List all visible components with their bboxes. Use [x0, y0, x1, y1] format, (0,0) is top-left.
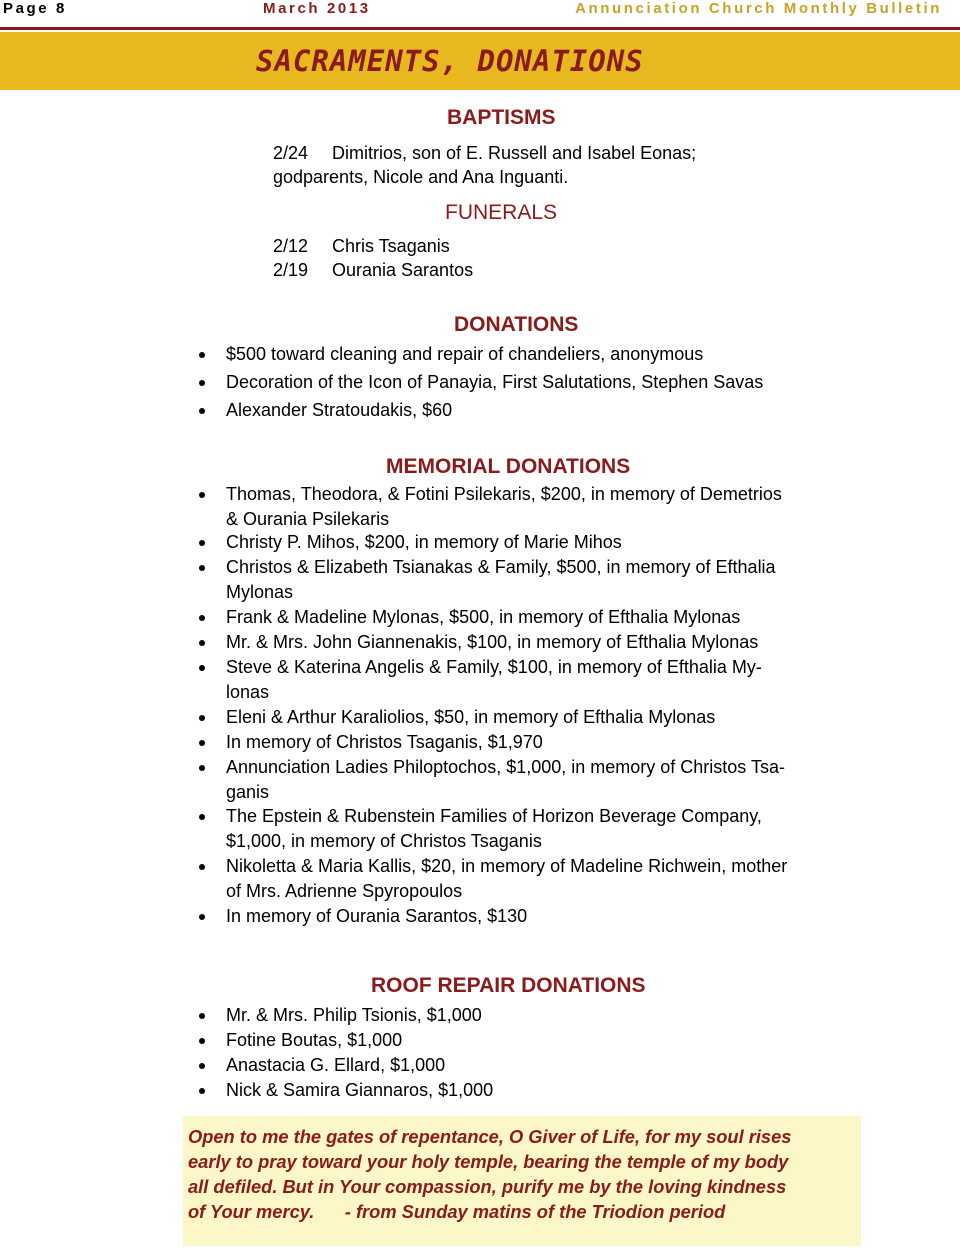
prayer-line: all defiled. But in Your compassion, purify me by the loving kindness: [188, 1176, 787, 1197]
item-line: Mr. & Mrs. John Giannenakis, $100, in memory of Efthalia Mylonas: [226, 632, 759, 652]
roof-heading: ROOF REPAIR DONATIONS: [371, 974, 646, 997]
item-line-cont: ganis: [226, 782, 270, 802]
item-line: Thomas, Theodora, & Fotini Psilekaris, $200, in memory of Demetrios: [226, 484, 782, 504]
page-header: [0, 0, 960, 22]
baptism-date: 2/24: [273, 143, 309, 163]
funeral-entry: [273, 260, 473, 281]
item-line: Steve & Katerina Angelis & Family, $100, in memory of Efthalia My-: [226, 657, 762, 677]
item-line: The Epstein & Rubenstein Families of Horizon Beverage Company,: [226, 806, 762, 826]
publication-title: Annunciation Church Monthly Bulletin: [575, 0, 942, 17]
memorial-heading: MEMORIAL DONATIONS: [386, 455, 631, 478]
list-item: Mr. & Mrs. Philip Tsionis, $1,000: [226, 1003, 482, 1028]
donations-heading: DONATIONS: [454, 313, 579, 336]
baptism-entry-cont: godparents, Nicole and Ana Inguanti.: [273, 167, 569, 187]
list-item: Fotine Boutas, $1,000: [226, 1028, 402, 1053]
item-line: Annunciation Ladies Philoptochos, $1,000, in memory of Christos Tsa-: [226, 757, 785, 777]
list-item: $500 toward cleaning and repair of chandeliers, anonymous: [226, 342, 703, 367]
prayer-line: Open to me the gates of repentance, O Giver of Life, for my soul rises: [188, 1126, 792, 1147]
item-line: Eleni & Arthur Karaliolios, $50, in memory of Efthalia Mylonas: [226, 707, 716, 727]
list-item: [226, 655, 762, 705]
prayer-line: of Your mercy. - from Sunday matins of the Triodion period: [188, 1201, 726, 1222]
baptisms-heading: BAPTISMS: [447, 106, 556, 129]
list-item: Alexander Stratoudakis, $60: [226, 398, 452, 423]
item-line: Christos & Elizabeth Tsianakas & Family, $500, in memory of Efthalia: [226, 557, 776, 577]
item-line-cont: of Mrs. Adrienne Spyropoulos: [226, 881, 463, 901]
item-line-cont: Mylonas: [226, 582, 294, 602]
funeral-date: 2/19: [273, 260, 309, 280]
header-rule: [0, 27, 960, 30]
baptism-text: Dimitrios, son of E. Russell and Isabel Eonas;: [332, 143, 697, 163]
list-item: [226, 730, 543, 755]
list-item: [226, 530, 622, 555]
list-item: [226, 804, 762, 854]
list-item: Anastacia G. Ellard, $1,000: [226, 1053, 445, 1078]
list-item: [226, 605, 740, 630]
prayer-line: early to pray toward your holy temple, bearing the temple of my body: [188, 1151, 789, 1172]
list-item: [226, 555, 776, 605]
list-item: Decoration of the Icon of Panayia, First Salutations, Stephen Savas: [226, 370, 763, 395]
item-line: Christy P. Mihos, $200, in memory of Marie Mihos: [226, 532, 622, 552]
list-item: [226, 482, 782, 532]
list-item: [226, 755, 785, 805]
banner-title: SACRAMENTS, DONATIONS: [256, 44, 644, 78]
funeral-name: Chris Tsaganis: [332, 236, 450, 256]
item-line: In memory of Christos Tsaganis, $1,970: [226, 732, 543, 752]
item-line-cont: $1,000, in memory of Christos Tsaganis: [226, 831, 542, 851]
baptism-entry: [273, 143, 696, 164]
list-item: [226, 904, 527, 929]
prayer-box: [183, 1116, 861, 1246]
item-line: In memory of Ourania Sarantos, $130: [226, 906, 528, 926]
list-item: [226, 630, 758, 655]
section-banner: [0, 32, 960, 90]
list-item: Nick & Samira Giannaros, $1,000: [226, 1078, 493, 1103]
item-line: Nikoletta & Maria Kallis, $20, in memory of Madeline Richwein, mother: [226, 856, 788, 876]
list-item: [226, 854, 787, 904]
prayer-text: [188, 1124, 858, 1224]
funeral-entry: [273, 236, 450, 257]
item-line-cont: lonas: [226, 682, 270, 702]
item-line-cont: & Ourania Psilekaris: [226, 509, 390, 529]
funerals-heading: FUNERALS: [445, 201, 558, 224]
funeral-name: Ourania Sarantos: [332, 260, 474, 280]
issue-date: March 2013: [263, 0, 371, 17]
item-line: Frank & Madeline Mylonas, $500, in memory of Efthalia Mylonas: [226, 607, 741, 627]
list-item: [226, 705, 715, 730]
funeral-date: 2/12: [273, 236, 309, 256]
page-number: Page 8: [3, 0, 67, 17]
